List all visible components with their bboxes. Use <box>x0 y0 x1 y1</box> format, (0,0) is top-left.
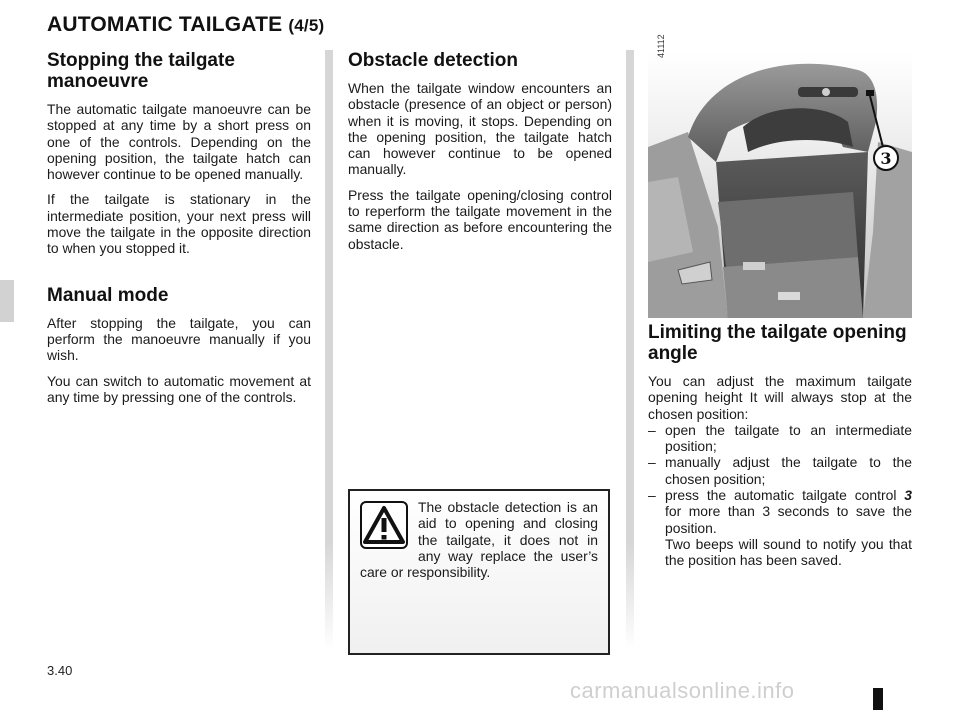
control-reference-3: 3 <box>904 487 913 504</box>
page-title-suffix: (4/5) <box>288 16 325 35</box>
list-item: – press the automatic tailgate control 3 for more than 3 seconds to save the position. Two beeps will sound to notify you that the position has been saved. <box>648 487 912 568</box>
heading-manual-mode: Manual mode <box>47 284 169 306</box>
site-watermark: carmanualsonline.info <box>570 678 795 703</box>
heading-limiting-angle: Limiting the tailgate opening angle <box>648 322 907 364</box>
paragraph-obstacle-1: When the tailgate window encounters an obstacle (presence of an object or person) when it is moving, it stops. Depending on the opening position, the tailgate hatch can however continue to be opened manually. <box>348 80 612 178</box>
heading-obstacle-detection: Obstacle detection <box>348 50 518 71</box>
page-title: AUTOMATIC TAILGATE (4/5) <box>47 13 325 36</box>
warning-box <box>348 489 610 655</box>
column-divider-left <box>325 50 333 650</box>
list-item: – manually adjust the tailgate to the chosen position; <box>648 454 912 487</box>
paragraph-limiting-1: You can adjust the maximum tailgate opening height It will always stop at the chosen position: <box>648 373 912 422</box>
photo-callout-3: 3 <box>880 149 892 168</box>
paragraph-obstacle-2: Press the tailgate opening/closing control to reperform the tailgate movement in the same direction as before encountering the obstacle. <box>348 186 612 252</box>
heading-stopping-manoeuvre: Stopping the tailgate manoeuvre <box>47 50 235 92</box>
warning-triangle-icon <box>360 501 408 549</box>
footer-mark <box>873 688 883 710</box>
column-left <box>47 50 311 414</box>
photo-reference-code: 41112 <box>656 34 666 58</box>
paragraph-stop-2: If the tailgate is stationary in the intermediate position, your next press will move the tailgate in the opposite direction to when you stopped it. <box>47 191 311 257</box>
paragraph-stop-1: The automatic tailgate manoeuvre can be stopped at any time by a short press on one of the controls. Depending on the opening position, the tailgate hatch can however continue to be opened manually. <box>47 101 311 183</box>
column-divider-right <box>626 50 634 650</box>
list-item: – open the tailgate to an intermediate position; <box>648 422 912 455</box>
limiting-steps-list <box>648 422 912 569</box>
column-middle <box>348 50 612 261</box>
page-number: 3.40 <box>47 663 73 678</box>
tailgate-photo <box>648 52 912 318</box>
column-right <box>648 322 912 569</box>
warning-text: The obstacle detection is an aid to opening and closing the tailgate, it does not in any way replace the user’s care or responsibility. <box>360 499 598 581</box>
beep-note: Two beeps will sound to notify you that the position has been saved. <box>665 535 912 569</box>
paragraph-manual-1: After stopping the tailgate, you can perform the manoeuvre manually if you wish. <box>47 314 311 364</box>
chapter-tab <box>0 280 14 322</box>
paragraph-manual-2: You can switch to automatic movement at any time by pressing one of the controls. <box>47 372 311 405</box>
